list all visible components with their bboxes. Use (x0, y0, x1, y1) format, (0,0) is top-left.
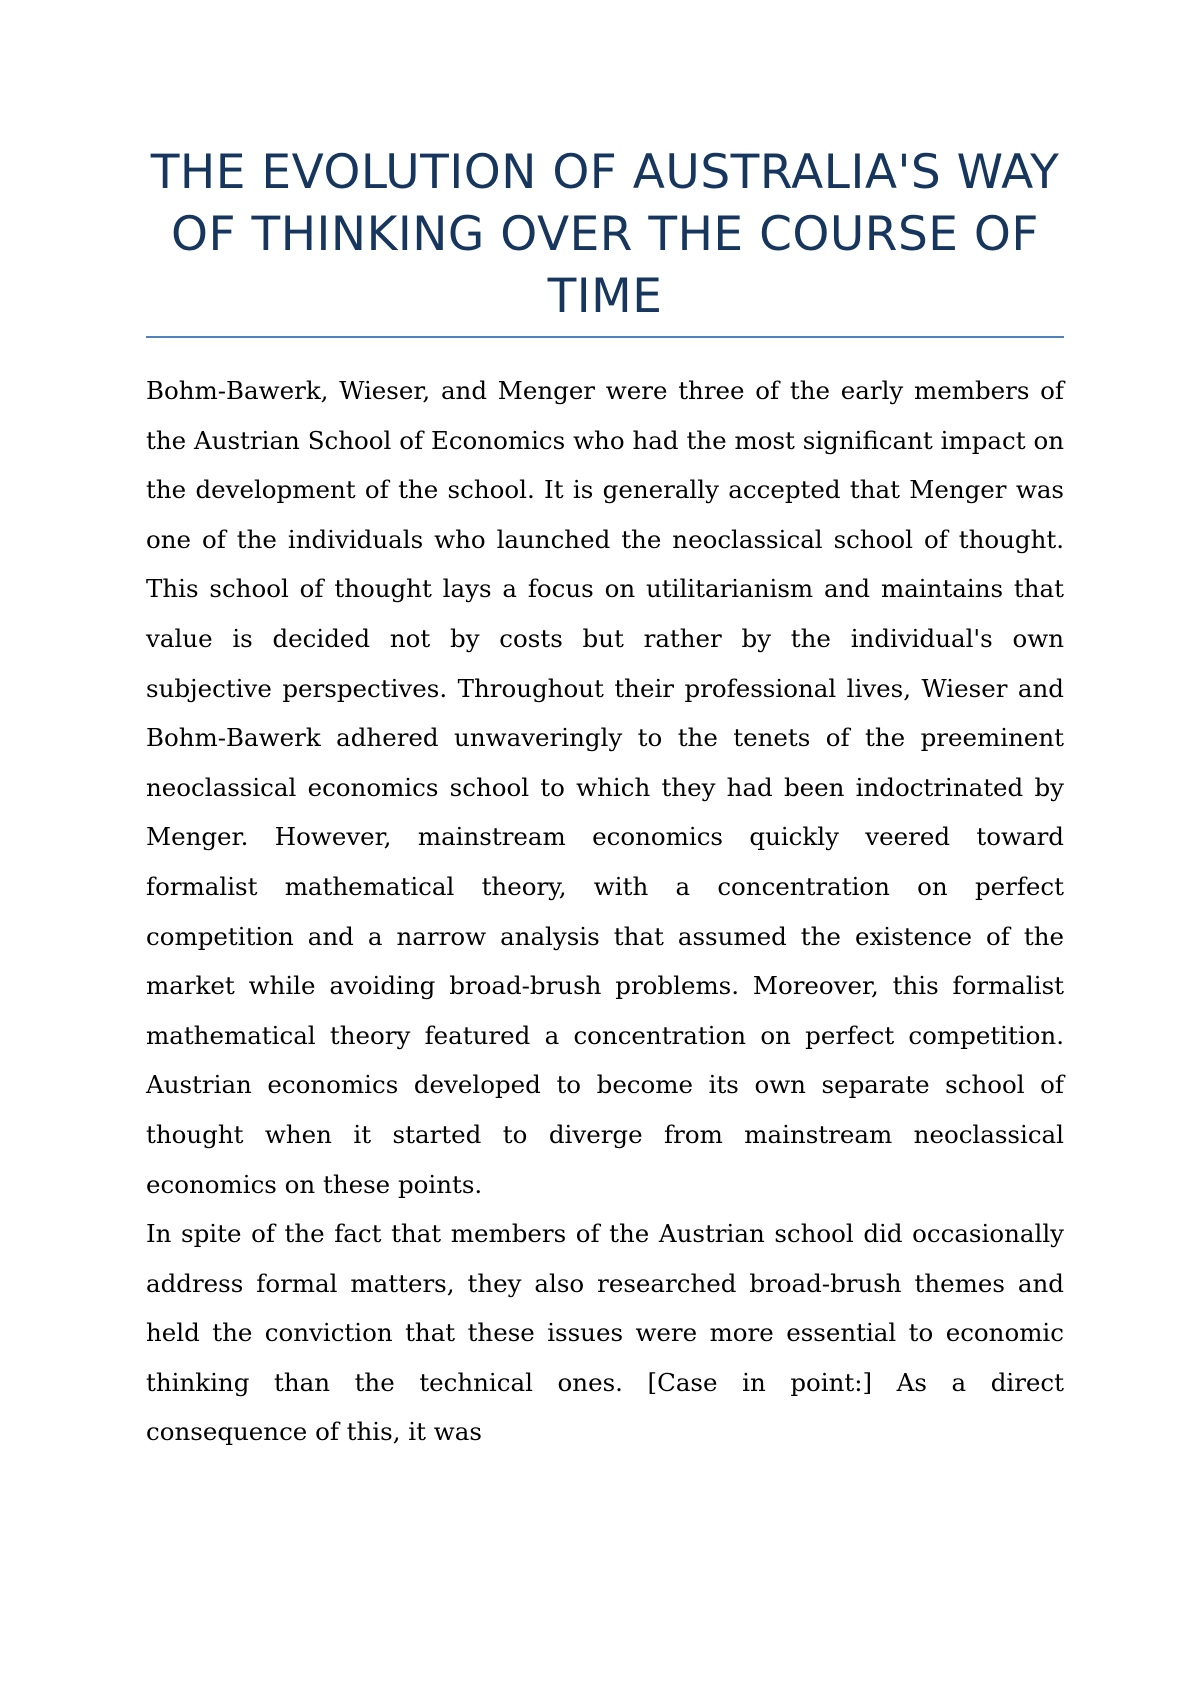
paragraph-1: Bohm-Bawerk, Wieser, and Menger were three of the early members of the Austrian School of Economics who had the most significant impact on the development of the school. It is generally accepted that Menger was one of the individuals who launched the neoclassical school of thought. This school of thought lays a focus on utilitarianism and maintains that value is decided not by costs but rather by the individual's own subjective perspectives. Throughout their professional lives, Wieser and Bohm-Bawerk adhered unwaveringly to the tenets of the preeminent neoclassical economics school to which they had been indoctrinated by Menger. However, mainstream economics quickly veered toward formalist mathematical theory, with a concentration on perfect competition and a narrow analysis that assumed the existence of the market while avoiding broad-brush problems. Moreover, this formalist mathematical theory featured a concentration on perfect competition. Austrian economics developed to become its own separate school of thought when it started to diverge from mainstream neoclassical economics on these points. (146, 376, 1064, 1199)
paragraph-2: In spite of the fact that members of the Austrian school did occasionally address formal matters, they also researched broad-brush themes and held the conviction that these issues were more essential to economic thinking than the technical ones. [Case in point:] As a direct consequence of this, it was (146, 1219, 1064, 1447)
document-title: THE EVOLUTION OF AUSTRALIA'S WAY OF THINKING OVER THE COURSE OF TIME (150, 145, 1060, 324)
document-body (146, 366, 1064, 1457)
title-divider (146, 336, 1064, 338)
